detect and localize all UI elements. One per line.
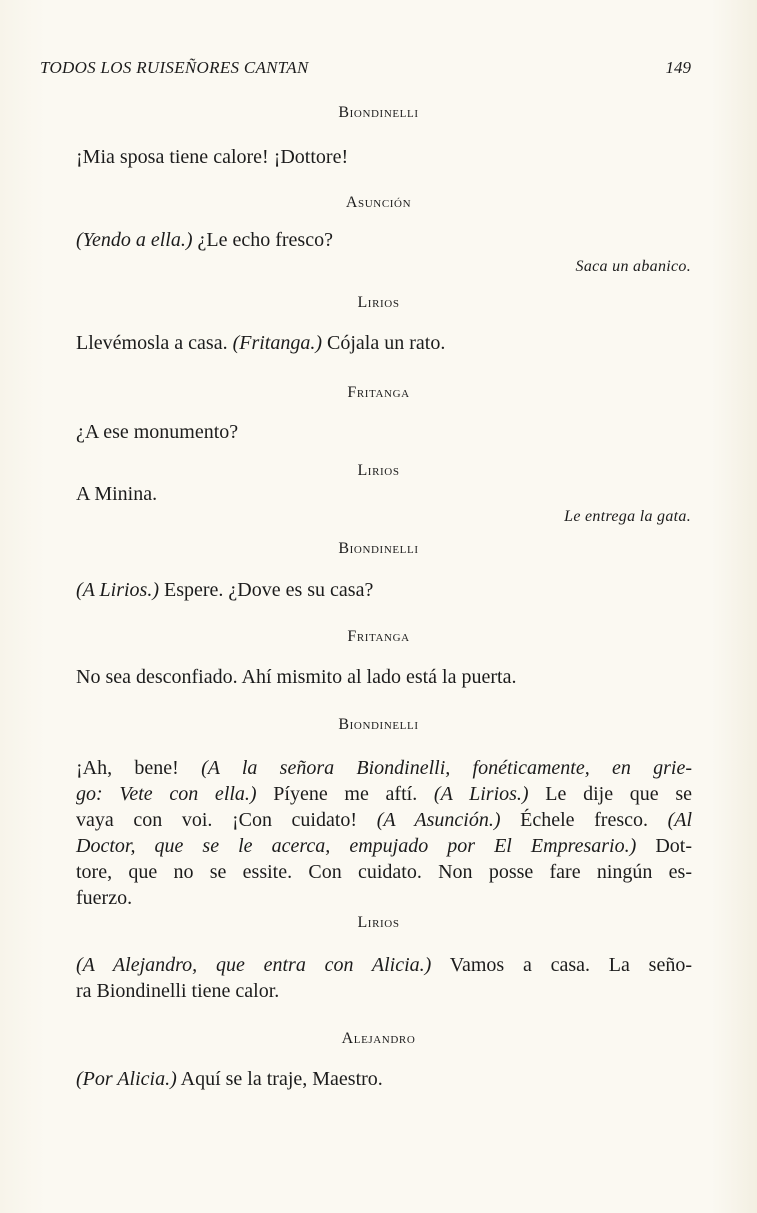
dialogue-line: ¡Mia sposa tiene calore! ¡Dottore! xyxy=(76,146,349,168)
stage-direction-inline: (Al xyxy=(667,809,693,831)
dialogue-text: Échele fresco. xyxy=(500,809,668,831)
dialogue-paragraph xyxy=(76,952,692,1004)
dialogue-text: Llevémosla a casa. xyxy=(76,332,233,354)
paragraph-line xyxy=(76,952,692,978)
paragraph-line: fuerzo. xyxy=(76,887,133,909)
speaker-name: Biondinelli xyxy=(338,104,419,121)
speaker-name: Fritanga xyxy=(347,628,410,645)
speaker-name: Alejandro xyxy=(341,1030,416,1047)
dialogue-text: Dot- xyxy=(636,835,692,857)
speaker-name: Biondinelli xyxy=(338,716,419,733)
stage-direction-inline: (Yendo a ella.) xyxy=(76,229,193,251)
paragraph-line xyxy=(76,781,692,807)
running-title: TODOS LOS RUISEÑORES CANTAN xyxy=(40,58,309,77)
speaker-name: Lirios xyxy=(357,914,400,931)
dialogue-text: Cójala un rato. xyxy=(322,332,446,354)
dialogue-text: Aquí se la traje, Maestro. xyxy=(176,1068,383,1090)
stage-direction-inline: (Fritanga.) xyxy=(232,332,323,354)
stage-direction-inline: (A Alejandro, que entra con Alicia.) xyxy=(76,954,432,976)
stage-direction-inline: (A Lirios.) xyxy=(76,579,159,601)
dialogue-text: ¡Ah, bene! xyxy=(76,757,202,779)
page-number: 149 xyxy=(665,58,691,77)
dialogue-line: No sea desconfiado. Ahí mismito al lado está la puerta. xyxy=(76,666,517,688)
dialogue-line xyxy=(76,225,691,255)
speaker-name: Biondinelli xyxy=(338,540,419,557)
dialogue-paragraph xyxy=(76,755,692,911)
stage-direction-inline: Doctor, que se le acerca, empujado por El Empresario.) xyxy=(76,835,637,857)
dialogue-text: Espere. ¿Dove es su casa? xyxy=(158,579,374,601)
paragraph-line: tore, que no se essite. Con cuidato. Non posse fare ningún es- xyxy=(76,861,692,883)
stage-direction: Saca un abanico. xyxy=(575,258,691,275)
dialogue-text: vaya con voi. ¡Con cuidato! xyxy=(76,809,377,831)
running-head xyxy=(40,58,691,82)
paragraph-line xyxy=(76,833,692,859)
stage-direction-inline: (A la señora Biondinelli, fonéticamente, en grie- xyxy=(201,757,692,779)
speaker-name: Lirios xyxy=(357,462,400,479)
dialogue-line: ¿A ese monumento? xyxy=(76,421,239,443)
dialogue-line: A Minina. xyxy=(76,483,158,505)
dialogue-line xyxy=(76,328,691,358)
dialogue-text: Vamos a casa. La seño- xyxy=(431,954,692,976)
speaker-name: Fritanga xyxy=(347,384,410,401)
stage-direction: Le entrega la gata. xyxy=(564,508,691,525)
speaker-name: Asunción xyxy=(345,194,412,211)
stage-direction-inline: go: Vete con ella.) xyxy=(76,783,257,805)
paragraph-line xyxy=(76,755,692,781)
paragraph-line xyxy=(76,807,692,833)
dialogue-text: Le dije que se xyxy=(528,783,693,805)
dialogue-line xyxy=(76,575,691,605)
dialogue-line xyxy=(76,1064,691,1094)
dialogue-text: Píyene me aftí. xyxy=(256,783,434,805)
stage-direction-inline: (Por Alicia.) xyxy=(76,1068,177,1090)
stage-direction-inline: (A Asunción.) xyxy=(376,809,501,831)
paragraph-line: ra Biondinelli tiene calor. xyxy=(76,980,280,1002)
dialogue-text: ¿Le echo fresco? xyxy=(192,229,333,251)
speaker-name: Lirios xyxy=(357,294,400,311)
stage-direction-inline: (A Lirios.) xyxy=(433,783,529,805)
